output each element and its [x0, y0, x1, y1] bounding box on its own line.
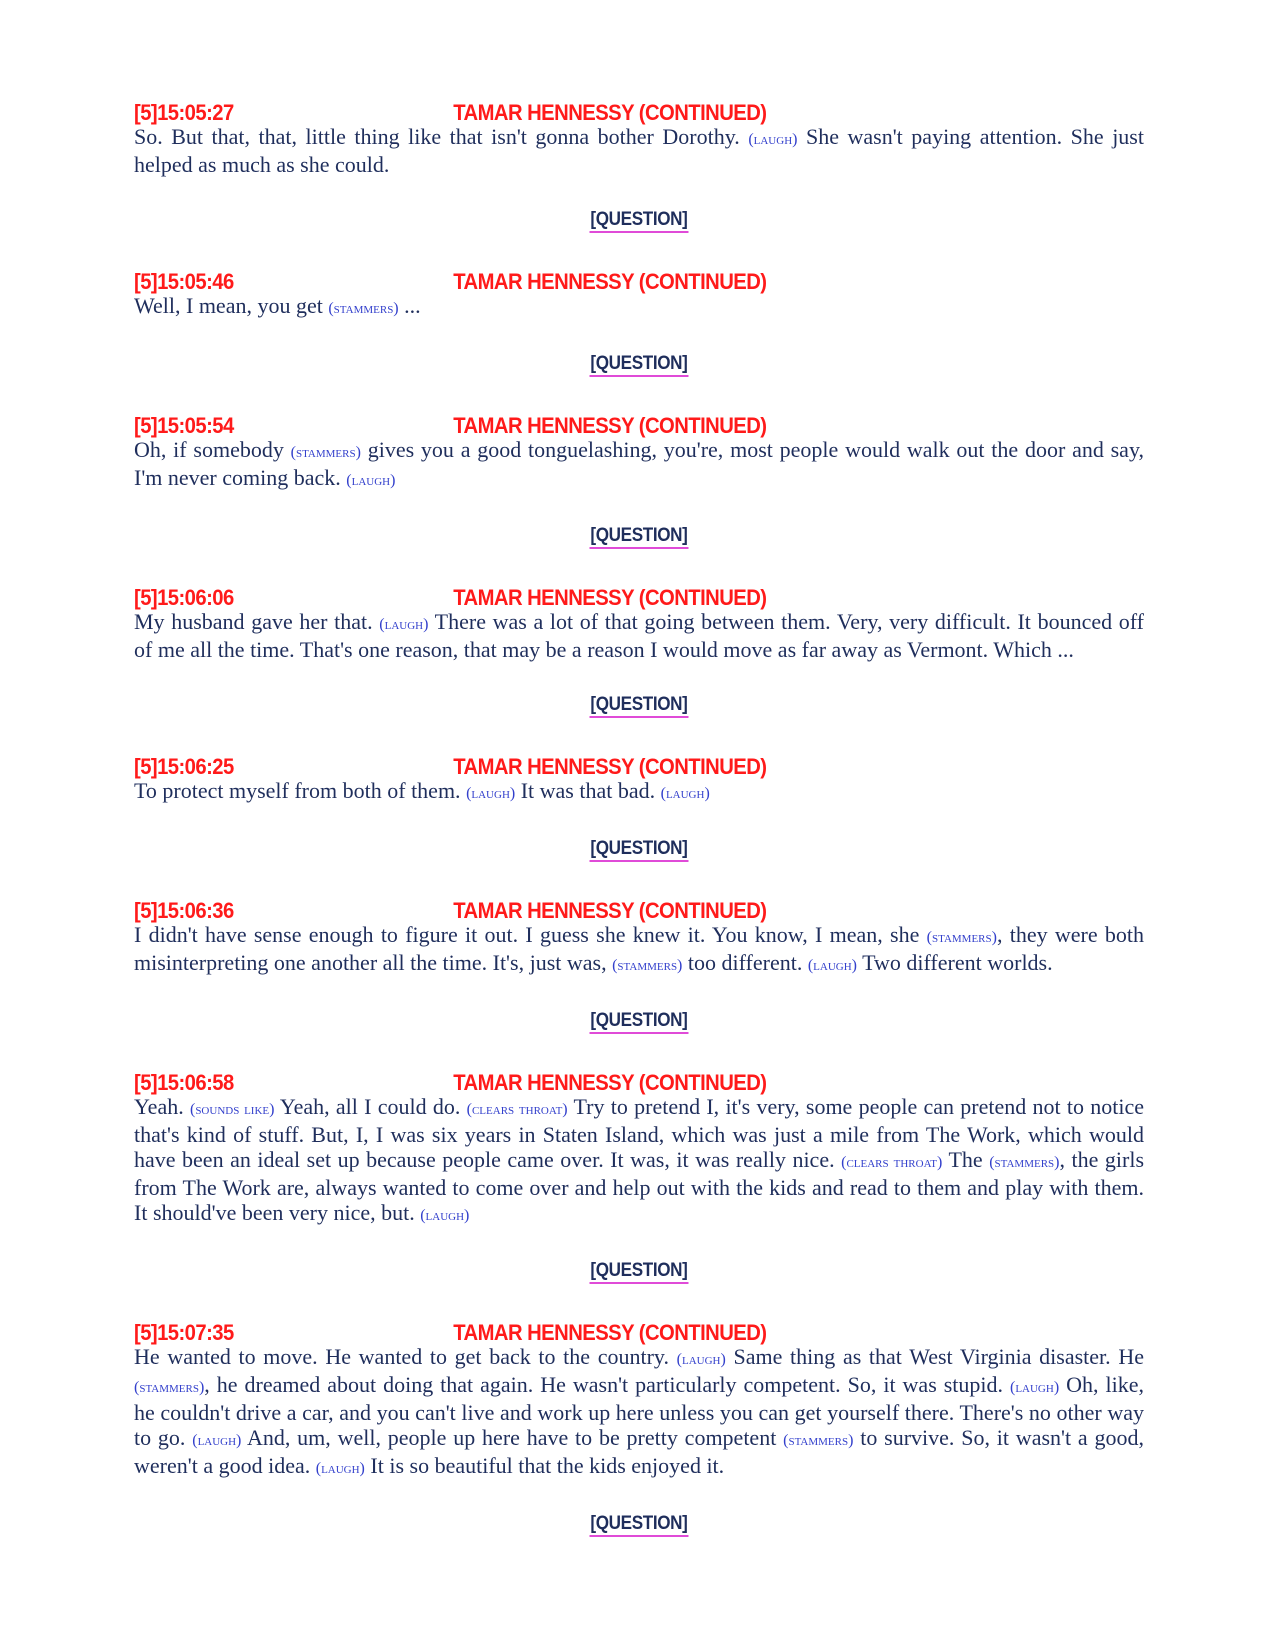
text-segment: Two different worlds.	[857, 950, 1053, 975]
text-segment: There was a lot of that going between them. Very, very difficult. It bounced off of me all the time. That's one reason, that may be a reason I would move as far away as Vermont. Which ...	[134, 609, 1145, 662]
stage-note: (laugh)	[466, 785, 516, 802]
text-segment: Yeah.	[134, 1094, 190, 1119]
stage-note: (laugh)	[192, 1432, 242, 1449]
question-label: [QUESTION]	[590, 525, 689, 549]
spoken-text	[134, 778, 1144, 806]
text-segment: Oh, like, he couldn't drive a car, and you can't live and work up here unless you can get yourself there. There's no other way to go.	[134, 1372, 1144, 1450]
question-marker	[134, 838, 1144, 866]
text-segment: , they were both misinterpreting one another all the time. It's, just was,	[134, 922, 1145, 975]
question-marker	[134, 1513, 1144, 1541]
timecode: [5]15:06:25	[134, 754, 234, 779]
question-marker	[134, 1010, 1144, 1038]
text-segment: And, um, well, people up here have to be pretty competent	[241, 1425, 784, 1450]
stage-note: (stammers)	[926, 929, 997, 946]
timecode: [5]15:06:06	[134, 585, 234, 610]
entry-header	[134, 583, 1063, 609]
entry-header	[134, 752, 1063, 778]
speaker-name: TAMAR HENNESSY (CONTINUED)	[453, 269, 767, 294]
question-label: [QUESTION]	[590, 1260, 689, 1284]
speaker-name: TAMAR HENNESSY (CONTINUED)	[453, 1070, 767, 1095]
timecode: [5]15:05:54	[134, 413, 234, 438]
text-segment: Same thing as that West Virginia disaster. He	[725, 1344, 1144, 1369]
timecode: [5]15:06:36	[134, 898, 234, 923]
question-marker	[134, 209, 1144, 237]
text-segment: , he dreamed about doing that again. He wasn't particularly competent. So, it was stupid.	[204, 1372, 1010, 1397]
text-segment: He wanted to move. He wanted to get back to the country.	[134, 1344, 677, 1369]
transcript-entry	[134, 752, 1144, 806]
stage-note: (stammers)	[612, 957, 683, 974]
transcript-entry	[134, 411, 1144, 493]
text-segment: too different.	[682, 950, 808, 975]
text-segment: Oh, if somebody	[134, 437, 291, 462]
spoken-text	[134, 437, 1144, 493]
spoken-text	[134, 1094, 1144, 1228]
text-segment: So. But that, that, little thing like that isn't gonna bother Dorothy.	[134, 124, 749, 149]
transcript-entry	[134, 98, 1144, 177]
text-segment: Try to pretend I, it's very, some people can pretend not to notice that's kind of stuff. But, I, I was six years in Staten Island, which was just a mile from The Work, which would have been an ideal set up because people came over. It was, it was really nice.	[134, 1094, 1145, 1172]
speaker-name: TAMAR HENNESSY (CONTINUED)	[453, 413, 767, 438]
entry-header	[134, 1068, 1063, 1094]
question-label: [QUESTION]	[590, 694, 689, 718]
timecode: [5]15:06:58	[134, 1070, 234, 1095]
question-label: [QUESTION]	[590, 353, 689, 377]
transcript-entry	[134, 1318, 1144, 1481]
question-marker	[134, 694, 1144, 722]
text-segment: It is so beautiful that the kids enjoyed it.	[364, 1453, 725, 1478]
text-segment: , the girls from The Work are, always wanted to come over and help out with the kids and read to them and play with them. It should've been very nice, but.	[134, 1147, 1145, 1225]
question-label: [QUESTION]	[590, 209, 689, 233]
stage-note: (laugh)	[807, 957, 857, 974]
stage-note: (laugh)	[315, 1460, 365, 1477]
transcript-page	[134, 98, 1144, 1571]
timecode: [5]15:07:35	[134, 1320, 234, 1345]
entry-header	[134, 98, 1063, 124]
entry-header	[134, 411, 1063, 437]
spoken-text	[134, 124, 1144, 177]
text-segment: to survive. So, it wasn't a good, weren't a good idea.	[134, 1425, 1144, 1478]
spoken-text	[134, 922, 1144, 978]
stage-note: (laugh)	[1010, 1379, 1060, 1396]
text-segment: To protect myself from both of them.	[134, 778, 467, 803]
stage-note: (laugh)	[420, 1207, 470, 1224]
text-segment: ...	[398, 293, 421, 318]
stage-note: (sounds like)	[189, 1101, 275, 1118]
transcript-entry	[134, 583, 1144, 662]
text-segment: The	[942, 1147, 990, 1172]
question-marker	[134, 525, 1144, 553]
timecode: [5]15:05:27	[134, 100, 234, 125]
stage-note: (stammers)	[783, 1432, 854, 1449]
speaker-name: TAMAR HENNESSY (CONTINUED)	[453, 100, 767, 125]
stage-note: (laugh)	[748, 131, 798, 148]
stage-note: (stammers)	[134, 1379, 205, 1396]
spoken-text	[134, 609, 1144, 662]
stage-note: (stammers)	[290, 444, 361, 461]
question-label: [QUESTION]	[590, 1010, 689, 1034]
question-label: [QUESTION]	[590, 1513, 689, 1537]
stage-note: (laugh)	[660, 785, 710, 802]
transcript-entry	[134, 267, 1144, 321]
entry-header	[134, 267, 1063, 293]
stage-note: (laugh)	[379, 616, 429, 633]
stage-note: (laugh)	[676, 1351, 726, 1368]
transcript-entry	[134, 1068, 1144, 1228]
speaker-name: TAMAR HENNESSY (CONTINUED)	[453, 1320, 767, 1345]
stage-note: (clears throat)	[841, 1154, 943, 1171]
speaker-name: TAMAR HENNESSY (CONTINUED)	[453, 585, 767, 610]
text-segment: I didn't have sense enough to figure it out. I guess she knew it. You know, I mean, she	[134, 922, 927, 947]
question-marker	[134, 1260, 1144, 1288]
spoken-text	[134, 293, 1144, 321]
stage-note: (laugh)	[346, 472, 396, 489]
entry-header	[134, 1318, 1063, 1344]
stage-note: (stammers)	[989, 1154, 1060, 1171]
spoken-text	[134, 1344, 1144, 1481]
text-segment: gives you a good tonguelashing, you're, most people would walk out the door and say, I'm never coming back.	[134, 437, 1145, 490]
text-segment: She wasn't paying attention. She just helped as much as she could.	[134, 124, 1144, 177]
transcript-entry	[134, 896, 1144, 978]
speaker-name: TAMAR HENNESSY (CONTINUED)	[453, 898, 767, 923]
timecode: [5]15:05:46	[134, 269, 234, 294]
text-segment: Yeah, all I could do.	[274, 1094, 467, 1119]
question-marker	[134, 353, 1144, 381]
text-segment: My husband gave her that.	[134, 609, 380, 634]
stage-note: (stammers)	[328, 300, 399, 317]
stage-note: (clears throat)	[466, 1101, 568, 1118]
entry-header	[134, 896, 1063, 922]
speaker-name: TAMAR HENNESSY (CONTINUED)	[453, 754, 767, 779]
question-label: [QUESTION]	[590, 838, 689, 862]
text-segment: Well, I mean, you get	[134, 293, 329, 318]
text-segment: It was that bad.	[515, 778, 661, 803]
